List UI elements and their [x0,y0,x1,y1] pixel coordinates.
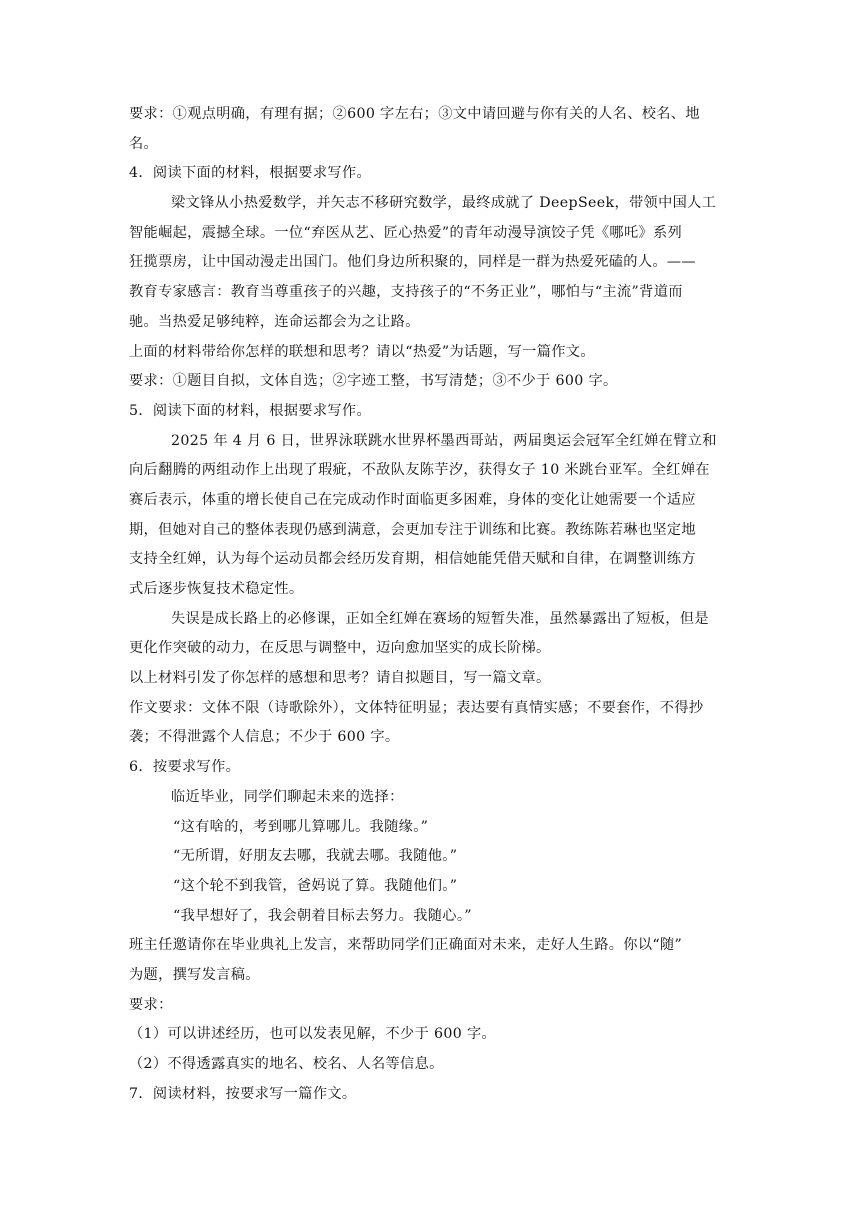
paragraph-line: 2025 年 4 月 6 日，世界泳联跳水世界杯墨西哥站，两届奥运会冠军全红婵在臂立和 [171,432,717,449]
paragraph-line: 期，但她对自己的整体表现仍感到满意，会更加专注于训练和比赛。教练陈若琳也坚定地 [129,521,696,538]
paragraph-line: 临近毕业，同学们聊起未来的选择： [171,788,404,805]
prompt-line: 上面的材料带给你怎样的联想和思考？请以“热爱”为话题，写一篇作文。 [129,343,595,360]
quote-line: “我早想好了，我会朝着目标去努力。我随心。” [173,907,472,924]
requirement-line: 要求：①题目自拟，文体自选；②字迹工整，书写清楚；③不少于 600 字。 [129,373,618,390]
paragraph-line: 教育专家感言：教育当尊重孩子的兴趣，支持孩子的“不务正业”，哪怕与“主流”背道而 [129,284,683,301]
paragraph-line: 式后逐步恢复技术稳定性。 [129,581,304,597]
paragraph-line: 驰。当热爱足够纯粹，连命运都会为之让路。 [129,313,420,330]
paragraph-line: 梁文锋从小热爱数学，并矢志不移研究数学，最终成就了 DeepSeek，带领中国人工 [171,195,717,212]
paragraph-line: 狂揽票房，让中国动漫走出国门。他们身边所积聚的，同样是一群为热爱死磕的人。—— [129,254,696,271]
prompt-line: 班主任邀请你在毕业典礼上发言，来帮助同学们正确面对未来，走好人生路。你以“随” [129,937,683,954]
quote-line: “这有啥的，考到哪儿算哪儿。我随缘。” [173,818,429,835]
paragraph-line: 向后翻腾的两组动作上出现了瑕疵，不敌队友陈芋汐，获得女子 10 米跳台亚军。全红婵在 [129,462,710,479]
question-heading: 6．按要求写作。 [129,759,241,776]
paragraph-line: 更化作突破的动力，在反思与调整中，迈向愈加坚实的成长阶梯。 [129,640,551,657]
question-heading: 5．阅读下面的材料，根据要求写作。 [129,402,371,419]
requirement-heading: 要求： [129,996,173,1013]
requirement-item: （1）可以讲述经历，也可以发表见解，不少于 600 字。 [129,1026,497,1043]
question-heading: 7．阅读材料，按要求写一篇作文。 [129,1085,357,1102]
requirement-line: 作文要求：文体不限（诗歌除外），文体特征明显；表达要有真情实感；不要套作，不得抄 [129,699,704,716]
question-heading: 4．阅读下面的材料，根据要求写作。 [129,165,371,182]
paragraph-line: 赛后表示，体重的增长使自己在完成动作时面临更多困难，身体的变化让她需要一个适应 [129,491,696,508]
requirement-item: （2）不得透露真实的地名、校名、人名等信息。 [129,1056,444,1072]
requirement-line: 袭；不得泄露个人信息；不少于 600 字。 [129,729,400,746]
document-page [129,100,745,1109]
prompt-line: 为题，撰写发言稿。 [129,966,260,983]
prompt-line: 以上材料引发了你怎样的感想和思考？请自拟题目，写一篇文章。 [129,670,551,687]
text-line: 要求：①观点明确，有理有据；②600 字左右；③文中请回避与你有关的人名、校名、地 [129,106,700,122]
paragraph-line: 失误是成长路上的必修课，正如全红婵在赛场的短暂失准，虽然暴露出了短板，但是 [171,610,709,627]
paragraph-line: 支持全红婵，认为每个运动员都会经历发育期，相信她能凭借天赋和自律，在调整训练方 [129,551,696,568]
paragraph-line: 智能崛起，震撼全球。一位“弃医从艺、匠心热爱”的青年动漫导演饺子凭《哪吒》系列 [129,224,683,241]
quote-line: “这个轮不到我管，爸妈说了算。我随他们。” [173,877,458,894]
quote-line: “无所谓，好朋友去哪，我就去哪。我随他。” [173,848,458,865]
text-line: 名。 [129,135,159,152]
